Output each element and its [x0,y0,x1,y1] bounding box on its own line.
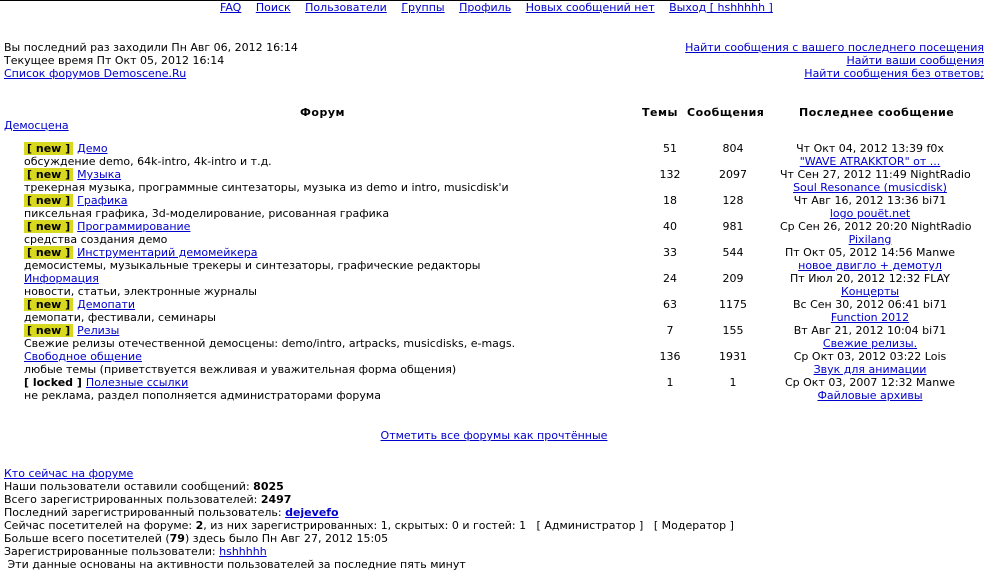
forum-status-badge: [ locked ] [24,376,82,389]
forum-link[interactable]: Программирование [77,220,191,233]
forum-status-badge: [ new ] [24,220,73,233]
stats-last-user: Последний зарегистрированный пользователь: dejevefo [4,506,339,519]
forum-posts-count: 1 [729,376,737,389]
visit-info [4,41,298,80]
forum-row [0,324,988,350]
header-last-post: Последнее сообщение [799,106,955,119]
forum-link[interactable]: Инструментарий демомейкера [77,246,258,259]
last-post-link[interactable]: Pixilang [848,233,892,246]
last-post [780,324,960,350]
forum-row [0,298,988,324]
last-post [780,272,960,298]
last-user-link[interactable]: dejevefo [285,506,339,519]
last-post-link[interactable]: Концерты [840,285,900,298]
forum-description: не реклама, раздел пополняется администраторами форума [24,389,381,402]
last-post-link[interactable]: новое двигло + демотул [798,259,942,272]
category-link[interactable]: Демосцена [4,119,69,132]
forum-row [0,194,988,220]
forum-description: пиксельная графика, 3d-моделирование, рисованная графика [24,207,390,220]
last-post-date: Чт Окт 04, 2012 13:39 f0x [796,142,944,155]
last-post-date: Ср Окт 03, 2012 03:22 Lois [793,350,947,363]
nav-groups-link[interactable]: Группы [401,1,445,14]
stats-posts: Наши пользователи оставили сообщений: 8025 [4,480,284,493]
forum-status-badge: [ new ] [24,168,73,181]
nav-new-messages-link[interactable]: Новых сообщений нет [525,1,655,14]
forum-list-link[interactable]: Список форумов Demoscene.Ru [4,67,187,80]
forum-link[interactable]: Графика [77,194,128,207]
stats-online: Сейчас посетителей на форуме: 2, из них зарегистрированных: 1, скрытых: 0 и гостей: 1 [ Администратор ] [ Модератор ] [4,519,734,532]
forum-row [0,246,988,272]
forum-posts-count: 1931 [719,350,747,363]
forum-topics-count: 24 [663,272,677,285]
forum-status-badge: [ new ] [24,324,73,337]
last-post [780,220,972,246]
forum-row [0,142,988,168]
last-post-link[interactable]: Свежие релизы. [822,337,918,350]
last-post [780,142,960,168]
forum-description: трекерная музыка, программные синтезаторы, музыка из demo и intro, musicdisk'и [24,181,509,194]
forum-link[interactable]: Полезные ссылки [85,376,189,389]
find-since-last-link[interactable]: Найти сообщения с вашего последнего посещения [685,41,984,54]
forum-description: средства создания демо [24,233,168,246]
forum-description: демосистемы, музыкальные трекеры и синтезаторы, графические редакторы [24,259,481,272]
forum-link[interactable]: Информация [24,272,99,285]
last-post [780,376,960,402]
forum-status-badge: [ new ] [24,298,73,311]
nav-logout-link[interactable]: Выход [ hshhhhh ] [669,1,773,14]
forum-posts-count: 804 [722,142,744,155]
forum-status-badge: [ new ] [24,246,73,259]
header-posts: Сообщения [687,106,765,119]
nav-users-link[interactable]: Пользователи [305,1,387,14]
header-forum: Форум [300,106,346,119]
forum-topics-count: 18 [663,194,677,207]
forum-status-badge: [ new ] [24,194,73,207]
last-post-date: Чт Сен 27, 2012 11:49 NightRadio [780,168,971,181]
forum-posts-count: 128 [722,194,744,207]
forum-row [0,168,988,194]
last-post-link[interactable]: "WAVE ATRAKKTOR" от ... [799,155,941,168]
forum-posts-count: 981 [722,220,744,233]
last-post [780,168,971,194]
last-post-date: Вт Авг 21, 2012 10:04 bi71 [793,324,947,337]
forum-description: новости, статьи, электронные журналы [24,285,257,298]
forum-posts-count: 1175 [719,298,747,311]
forum-topics-count: 51 [663,142,677,155]
mark-all-read-link[interactable]: Отметить все форумы как прочтённые [380,429,608,442]
last-visit-text: Вы последний раз заходили Пн Авг 06, 2012 16:14 [4,41,298,54]
last-post-date: Ср Сен 26, 2012 20:20 NightRadio [780,220,972,233]
last-post-link[interactable]: Звук для анимации [813,363,927,376]
find-yours-link[interactable]: Найти ваши сообщения [846,54,984,67]
forum-link[interactable]: Релизы [77,324,120,337]
forum-topics-count: 7 [666,324,674,337]
forum-link[interactable]: Музыка [77,168,122,181]
who-online-link[interactable]: Кто сейчас на форуме [4,467,134,480]
current-time-text: Текущее время Пт Окт 05, 2012 16:14 [4,54,225,67]
stats-registered: Зарегистрированные пользователи: hshhhhh [4,545,267,558]
stats-footnote: Эти данные основаны на активности пользователей за последние пять минут [4,558,466,571]
last-post-date: Ср Окт 03, 2007 12:32 Manwe [784,376,955,389]
forum-row [0,376,988,402]
header-topics: Темы [642,106,678,119]
forum-posts-count: 544 [722,246,744,259]
forum-description: демопати, фестивали, семинары [24,311,216,324]
nav-search-link[interactable]: Поиск [255,1,291,14]
forum-posts-count: 209 [722,272,744,285]
forum-row [0,272,988,298]
last-post-date: Пт Июл 20, 2012 12:32 FLAY [790,272,950,285]
last-post [780,194,960,220]
registered-user-link[interactable]: hshhhhh [219,545,267,558]
stats-users: Всего зарегистрированных пользователей: 2497 [4,493,292,506]
forum-posts-count: 155 [722,324,744,337]
stats-block [4,467,734,571]
last-post-date: Пт Окт 05, 2012 14:56 Manwe [784,246,956,259]
last-post-date: Чт Авг 16, 2012 13:36 bi71 [793,194,947,207]
top-nav [220,1,784,14]
forum-description: любые темы (приветствуется вежливая и уважительная форма общения) [24,363,457,376]
last-post-link[interactable]: Файловые архивы [817,389,923,402]
last-post-link[interactable]: Soul Resonance (musicdisk) [793,181,947,194]
forum-description: обсуждение demo, 64k-intro, 4k-intro и т.д. [24,155,272,168]
forum-topics-count: 136 [659,350,681,363]
last-post-link[interactable]: logo pouët.net [829,207,911,220]
nav-profile-link[interactable]: Профиль [459,1,512,14]
find-unanswered-link[interactable]: Найти сообщения без ответов; [804,67,984,80]
last-post [780,246,960,272]
forum-topics-count: 33 [663,246,677,259]
last-post [780,298,960,324]
forum-topics-count: 63 [663,298,677,311]
forum-topics-count: 132 [659,168,681,181]
forum-link[interactable]: Демопати [77,298,136,311]
forum-link[interactable]: Демо [77,142,108,155]
last-post-date: Вс Сен 30, 2012 06:41 bi71 [793,298,947,311]
forum-link[interactable]: Свободное общение [24,350,142,363]
forum-topics-count: 1 [666,376,674,389]
forum-topics-count: 40 [663,220,677,233]
last-post-link[interactable]: Function 2012 [830,311,910,324]
nav-faq-link[interactable]: FAQ [220,1,242,14]
stats-max: Больше всего посетителей (79) здесь было Пн Авг 27, 2012 15:05 [4,532,389,545]
forum-row [0,350,988,376]
last-post [780,350,960,376]
forum-description: Свежие релизы отечественной демосцены: demo/intro, artpacks, musicdisks, e-mags. [24,337,516,350]
forum-posts-count: 2097 [719,168,747,181]
search-links [685,41,984,80]
forum-status-badge: [ new ] [24,142,73,155]
forum-row [0,220,988,246]
